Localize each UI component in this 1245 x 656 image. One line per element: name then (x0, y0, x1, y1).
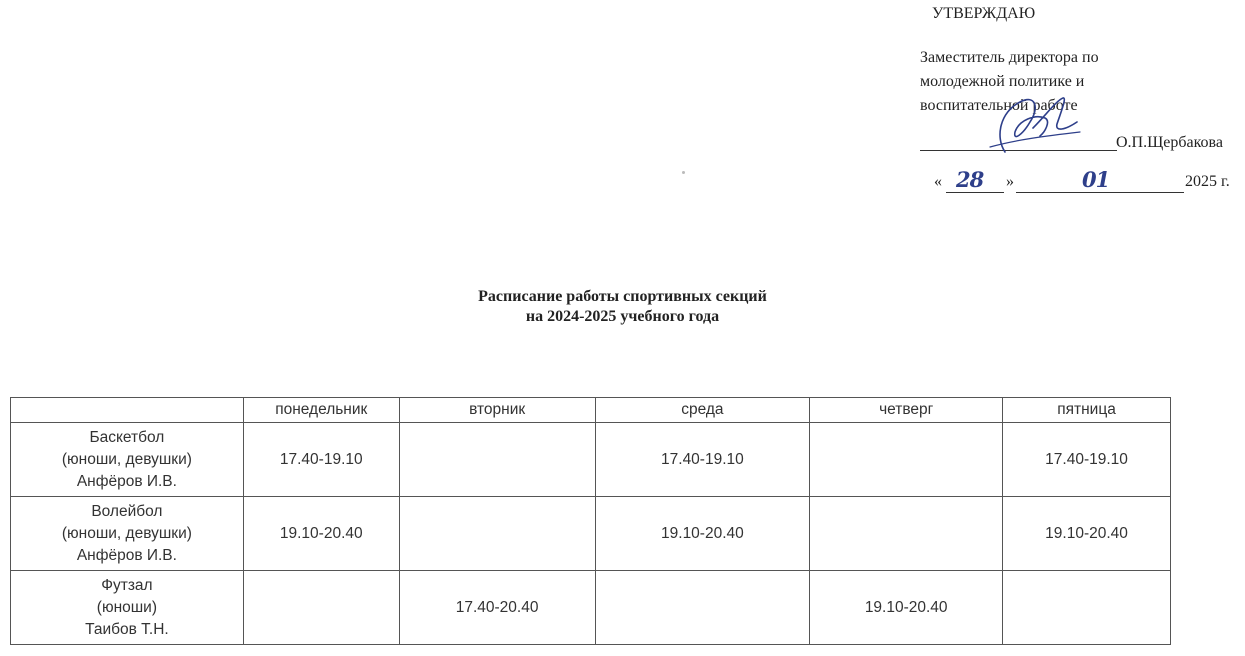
table-row (11, 423, 1171, 497)
section-group: (юноши) (96, 598, 158, 616)
scan-speck (682, 171, 685, 174)
section-group: (юноши, девушки) (61, 524, 192, 542)
date-month: 01 (1082, 167, 1110, 192)
document-title (0, 287, 1245, 327)
table-row (11, 571, 1171, 645)
time-cell-monday (243, 571, 399, 645)
header-friday: пятница (1003, 398, 1171, 423)
section-cell (11, 571, 244, 645)
date-open-quote: « (934, 173, 942, 190)
time-cell-thursday (810, 497, 1003, 571)
time-cell-thursday: 19.10-20.40 (810, 571, 1003, 645)
header-corner (11, 398, 244, 423)
approval-date (934, 167, 1234, 197)
time-cell-friday (1003, 571, 1171, 645)
time-cell-wednesday: 17.40-19.10 (595, 423, 810, 497)
section-coach: Анфёров И.В. (76, 472, 177, 490)
section-name: Футзал (101, 576, 153, 594)
section-name: Волейбол (91, 502, 163, 520)
handwritten-signature (985, 92, 1085, 158)
date-close-quote: » (1006, 173, 1014, 190)
approver-position-line-1: Заместитель директора по (920, 49, 1099, 66)
section-cell (11, 497, 244, 571)
header-tuesday: вторник (399, 398, 595, 423)
time-cell-friday: 19.10-20.40 (1003, 497, 1171, 571)
time-cell-wednesday: 19.10-20.40 (595, 497, 810, 571)
header-thursday: четверг (810, 398, 1003, 423)
time-cell-tuesday (399, 423, 595, 497)
title-line-2: на 2024-2025 учебного года (525, 308, 720, 325)
time-cell-wednesday (595, 571, 810, 645)
time-cell-monday: 17.40-19.10 (243, 423, 399, 497)
section-group: (юноши, девушки) (61, 450, 192, 468)
time-cell-tuesday (399, 497, 595, 571)
signer-name: О.П.Щербакова (1116, 134, 1223, 151)
approver-position-line-2: молодежной политике и (920, 73, 1085, 90)
schedule-table (10, 397, 1171, 645)
section-cell (11, 423, 244, 497)
section-coach: Анфёров И.В. (76, 546, 177, 564)
time-cell-friday: 17.40-19.10 (1003, 423, 1171, 497)
approval-heading: УТВЕРЖДАЮ (932, 5, 1036, 22)
section-name: Баскетбол (89, 428, 165, 446)
table-row (11, 497, 1171, 571)
header-wednesday: среда (595, 398, 810, 423)
title-line-1: Расписание работы спортивных секций (478, 288, 767, 305)
date-year: 2025 г. (1185, 173, 1230, 190)
header-monday: понедельник (243, 398, 399, 423)
approver-position-line-3: воспитательной работе (920, 97, 1078, 114)
time-cell-monday: 19.10-20.40 (243, 497, 399, 571)
date-day: 28 (956, 167, 984, 192)
month-underline (1016, 192, 1184, 193)
day-underline (946, 192, 1004, 193)
time-cell-thursday (810, 423, 1003, 497)
table-header-row (11, 398, 1171, 423)
time-cell-tuesday: 17.40-20.40 (399, 571, 595, 645)
section-coach: Таибов Т.Н. (85, 620, 169, 638)
